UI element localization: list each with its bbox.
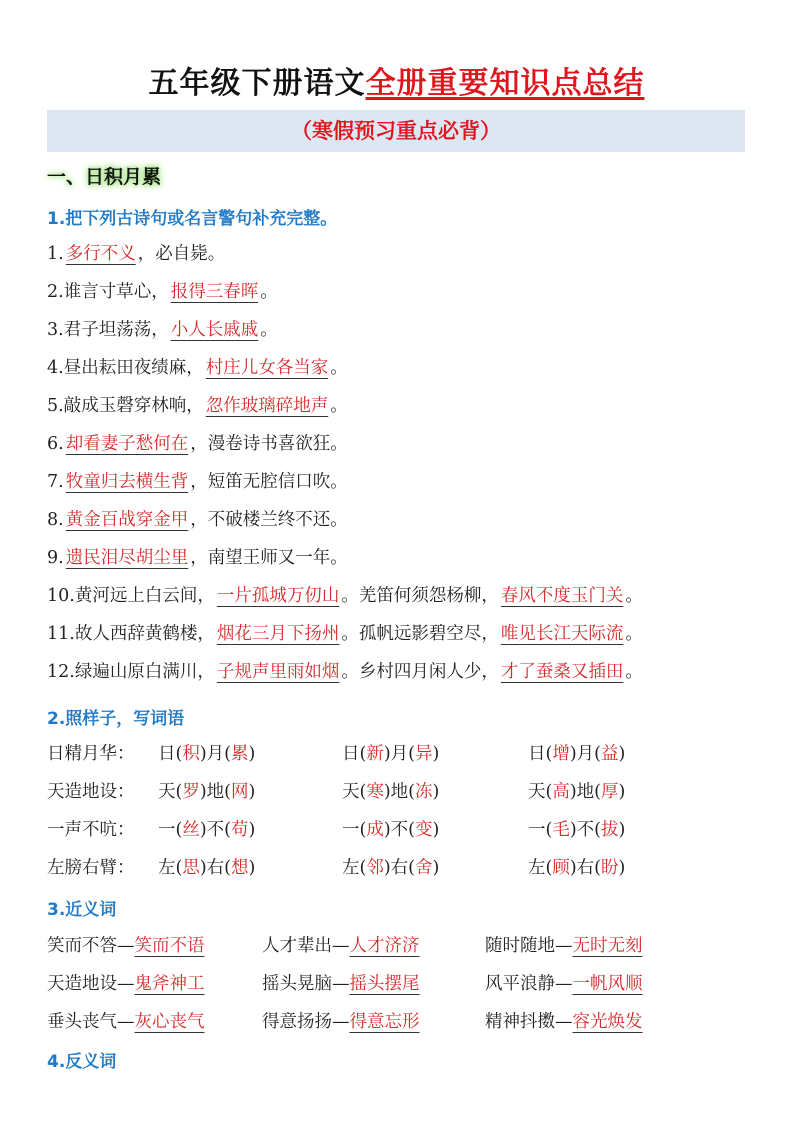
answer-char: 增 <box>552 744 570 764</box>
pattern-char: 左 <box>342 858 360 878</box>
answer-char: 罗 <box>182 782 200 802</box>
paren: ( <box>224 744 231 764</box>
synonym-pair <box>47 1008 205 1033</box>
given-text: ，不破楼兰终不还。 <box>190 510 348 530</box>
paren: ( <box>175 744 183 764</box>
pattern-char: 一 <box>342 820 360 840</box>
word: 笑而不答 <box>47 936 117 956</box>
pattern-char: 右 <box>390 858 409 878</box>
answer-char: 累 <box>230 744 249 764</box>
synonym-pair <box>262 932 420 957</box>
pattern-char: 天 <box>528 782 546 802</box>
example-word: 天造地设： <box>47 782 135 802</box>
given-text: ，南望王师又一年。 <box>190 548 348 568</box>
example-word: 日精月华： <box>47 744 135 764</box>
poem-line <box>47 354 348 379</box>
word: 精神抖擞 <box>485 1012 555 1032</box>
paren: ) <box>383 858 391 878</box>
example-word: 一声不吭： <box>47 820 135 840</box>
paren: ( <box>408 858 415 878</box>
answer-char: 思 <box>182 858 200 878</box>
word-pattern <box>342 778 439 803</box>
line-number: 3. <box>47 320 64 340</box>
answer-char: 厚 <box>600 782 619 802</box>
synonym-answer: 灰心丧气 <box>134 1012 205 1032</box>
paren: ( <box>408 782 415 802</box>
pattern-char: 月 <box>576 744 595 764</box>
paren: ( <box>594 820 601 840</box>
synonym-answer: 一帆风顺 <box>572 974 643 994</box>
pattern-char: 不 <box>390 820 409 840</box>
word: 人才辈出 <box>262 936 332 956</box>
answer-text: 多行不义 <box>65 244 136 264</box>
given-text: 敲成玉磬穿林响， <box>63 396 204 416</box>
poem-line <box>47 392 348 417</box>
pattern-char: 左 <box>528 858 546 878</box>
pattern-char: 月 <box>390 744 409 764</box>
answer-text: 小人长戚戚 <box>170 320 259 340</box>
answer-text: 子规声里雨如烟 <box>216 662 340 682</box>
paren: ) <box>618 820 626 840</box>
pattern-char: 不 <box>206 820 225 840</box>
word-pattern <box>158 854 255 879</box>
paren: ) <box>432 744 440 764</box>
word-pattern <box>528 816 625 841</box>
answer-text: 遗民泪尽胡尘里 <box>65 548 189 568</box>
q1-heading: 1.把下列古诗句或名言警句补充完整。 <box>47 209 338 229</box>
line-number: 6. <box>47 434 64 454</box>
paren: ( <box>594 744 601 764</box>
line-number: 12. <box>47 662 75 682</box>
pattern-char: 日 <box>158 744 176 764</box>
paren: ( <box>224 820 231 840</box>
dash: — <box>117 936 135 956</box>
answer-char: 邻 <box>366 858 384 878</box>
answer-text: 牧童归去横生背 <box>65 472 189 492</box>
dash: — <box>555 974 573 994</box>
answer-char: 益 <box>600 744 619 764</box>
title-red: 全册重要知识点总结 <box>365 66 645 101</box>
answer-char: 积 <box>182 744 200 764</box>
paren: ) <box>248 782 256 802</box>
answer-char: 寒 <box>366 782 384 802</box>
answer-text: 一片孤城万仞山 <box>216 586 340 606</box>
pattern-char: 月 <box>206 744 225 764</box>
synonym-pair <box>47 970 205 995</box>
title-black: 五年级下册语文 <box>148 66 366 101</box>
paren: ( <box>594 782 601 802</box>
synonym-pair <box>485 932 643 957</box>
dash: — <box>117 974 135 994</box>
poem-line <box>47 544 348 569</box>
pattern-char: 地 <box>576 782 595 802</box>
answer-char: 顾 <box>552 858 570 878</box>
answer-text: 忽作玻璃碎地声 <box>205 396 329 416</box>
pattern-char: 天 <box>342 782 360 802</box>
pattern-char: 一 <box>158 820 176 840</box>
given-text: ，短笛无腔信口吹。 <box>190 472 348 492</box>
line-number: 10. <box>47 586 75 606</box>
paren: ) <box>199 820 207 840</box>
section-heading: 一、日积月累 <box>47 166 162 188</box>
dash: — <box>332 936 350 956</box>
word: 得意扬扬 <box>262 1012 332 1032</box>
word: 风平浪静 <box>485 974 555 994</box>
paren: ( <box>224 858 231 878</box>
answer-char: 苟 <box>230 820 249 840</box>
paren: ( <box>408 744 415 764</box>
line-number: 4. <box>47 358 64 378</box>
pattern-char: 地 <box>206 782 225 802</box>
paren: ) <box>383 820 391 840</box>
answer-char: 丝 <box>182 820 200 840</box>
paren: ) <box>248 820 256 840</box>
answer-text: 春风不度玉门关 <box>500 586 624 606</box>
synonym-answer: 容光焕发 <box>572 1012 643 1032</box>
answer-char: 新 <box>366 744 384 764</box>
answer-char: 舍 <box>414 858 433 878</box>
synonym-pair <box>485 1008 643 1033</box>
paren: ) <box>569 820 577 840</box>
paren: ( <box>175 858 183 878</box>
paren: ( <box>545 820 553 840</box>
given-text: 。 <box>260 282 278 302</box>
pattern-char: 右 <box>576 858 595 878</box>
word-pattern <box>158 740 255 765</box>
paren: ) <box>199 782 207 802</box>
line-number: 1. <box>47 244 64 264</box>
word: 天造地设 <box>47 974 117 994</box>
line-number: 11. <box>47 624 75 644</box>
word-pattern <box>158 778 255 803</box>
example-word: 左膀右臂： <box>47 858 135 878</box>
synonym-answer: 无时无刻 <box>572 936 643 956</box>
line-number: 7. <box>47 472 64 492</box>
answer-char: 变 <box>414 820 433 840</box>
word-pattern <box>342 854 439 879</box>
paren: ) <box>569 782 577 802</box>
answer-char: 拔 <box>600 820 619 840</box>
given-text: 。羌笛何须怨杨柳， <box>341 586 499 606</box>
given-text: 故人西辞黄鹤楼， <box>74 624 215 644</box>
given-text: 。乡村四月闲人少， <box>341 662 499 682</box>
paren: ) <box>432 858 440 878</box>
answer-char: 毛 <box>552 820 570 840</box>
synonym-pair <box>485 970 643 995</box>
word-pattern <box>158 816 255 841</box>
word-pattern <box>528 854 625 879</box>
paren: ( <box>545 782 553 802</box>
synonym-pair <box>47 932 205 957</box>
paren: ) <box>569 858 577 878</box>
paren: ( <box>408 820 415 840</box>
synonym-answer: 摇头摆尾 <box>349 974 420 994</box>
poem-line <box>47 278 278 303</box>
synonym-pair <box>262 1008 420 1033</box>
given-text: 君子坦荡荡， <box>63 320 169 340</box>
poem-line <box>47 620 643 645</box>
paren: ) <box>199 858 207 878</box>
given-text: 。 <box>330 358 348 378</box>
paren: ( <box>175 820 183 840</box>
paren: ) <box>248 744 256 764</box>
paren: ( <box>359 820 367 840</box>
dash: — <box>555 936 573 956</box>
paren: ) <box>248 858 256 878</box>
poem-line <box>47 506 348 531</box>
word-pattern <box>528 740 625 765</box>
answer-char: 想 <box>230 858 249 878</box>
pattern-char: 日 <box>528 744 546 764</box>
word: 随时随地 <box>485 936 555 956</box>
answer-char: 高 <box>552 782 570 802</box>
paren: ) <box>432 782 440 802</box>
answer-char: 异 <box>414 744 433 764</box>
paren: ( <box>545 744 553 764</box>
dash: — <box>332 1012 350 1032</box>
paren: ) <box>618 782 626 802</box>
given-text: ，必自毙。 <box>137 244 226 264</box>
given-text: 谁言寸草心， <box>63 282 169 302</box>
answer-text: 唯见长江天际流 <box>500 624 624 644</box>
pattern-char: 日 <box>342 744 360 764</box>
line-number: 8. <box>47 510 64 530</box>
pattern-char: 天 <box>158 782 176 802</box>
dash: — <box>117 1012 135 1032</box>
pattern-char: 右 <box>206 858 225 878</box>
word-pattern <box>528 778 625 803</box>
synonym-answer: 笑而不语 <box>134 936 205 956</box>
poem-line <box>47 240 225 265</box>
poem-line <box>47 468 348 493</box>
word-pattern <box>342 740 439 765</box>
given-text: 。 <box>625 586 643 606</box>
paren: ) <box>383 744 391 764</box>
q4-heading: 4.反义词 <box>47 1052 117 1072</box>
dash: — <box>332 974 350 994</box>
paren: ( <box>545 858 553 878</box>
answer-text: 报得三春晖 <box>170 282 259 302</box>
given-text: 绿遍山原白满川， <box>74 662 215 682</box>
paren: ) <box>383 782 391 802</box>
poem-line <box>47 316 278 341</box>
answer-text: 却看妻子愁何在 <box>65 434 189 454</box>
synonym-answer: 人才济济 <box>349 936 420 956</box>
line-number: 5. <box>47 396 64 416</box>
paren: ( <box>359 858 367 878</box>
q2-heading: 2.照样子，写词语 <box>47 709 185 729</box>
answer-char: 冻 <box>414 782 433 802</box>
paren: ( <box>359 782 367 802</box>
synonym-answer: 得意忘形 <box>349 1012 420 1032</box>
given-text: ，漫卷诗书喜欲狂。 <box>190 434 348 454</box>
line-number: 2. <box>47 282 64 302</box>
given-text: 。 <box>330 396 348 416</box>
answer-char: 盼 <box>600 858 619 878</box>
paren: ) <box>569 744 577 764</box>
subtitle-banner: （寒假预习重点必背） <box>47 110 745 152</box>
word: 摇头晃脑 <box>262 974 332 994</box>
pattern-char: 一 <box>528 820 546 840</box>
given-text: 。 <box>625 624 643 644</box>
poem-line <box>47 658 643 683</box>
pattern-char: 地 <box>390 782 409 802</box>
answer-text: 黄金百战穿金甲 <box>65 510 189 530</box>
paren: ) <box>618 858 626 878</box>
paren: ( <box>224 782 231 802</box>
answer-text: 村庄儿女各当家 <box>205 358 329 378</box>
given-text: 。 <box>625 662 643 682</box>
given-text: 。孤帆远影碧空尽， <box>341 624 499 644</box>
paren: ( <box>359 744 367 764</box>
answer-char: 成 <box>366 820 384 840</box>
word-pattern <box>342 816 439 841</box>
page-title <box>0 58 793 102</box>
given-text: 昼出耘田夜绩麻， <box>63 358 204 378</box>
poem-line <box>47 582 643 607</box>
word: 垂头丧气 <box>47 1012 117 1032</box>
answer-text: 才了蚕桑又插田 <box>500 662 624 682</box>
paren: ( <box>175 782 183 802</box>
poem-line <box>47 430 348 455</box>
paren: ) <box>618 744 626 764</box>
synonym-answer: 鬼斧神工 <box>134 974 205 994</box>
line-number: 9. <box>47 548 64 568</box>
paren: ) <box>199 744 207 764</box>
pattern-char: 不 <box>576 820 595 840</box>
given-text: 黄河远上白云间， <box>74 586 215 606</box>
pattern-char: 左 <box>158 858 176 878</box>
paren: ( <box>594 858 601 878</box>
q3-heading: 3.近义词 <box>47 900 117 920</box>
given-text: 。 <box>260 320 278 340</box>
dash: — <box>555 1012 573 1032</box>
synonym-pair <box>262 970 420 995</box>
answer-text: 烟花三月下扬州 <box>216 624 340 644</box>
paren: ) <box>432 820 440 840</box>
answer-char: 网 <box>230 782 249 802</box>
